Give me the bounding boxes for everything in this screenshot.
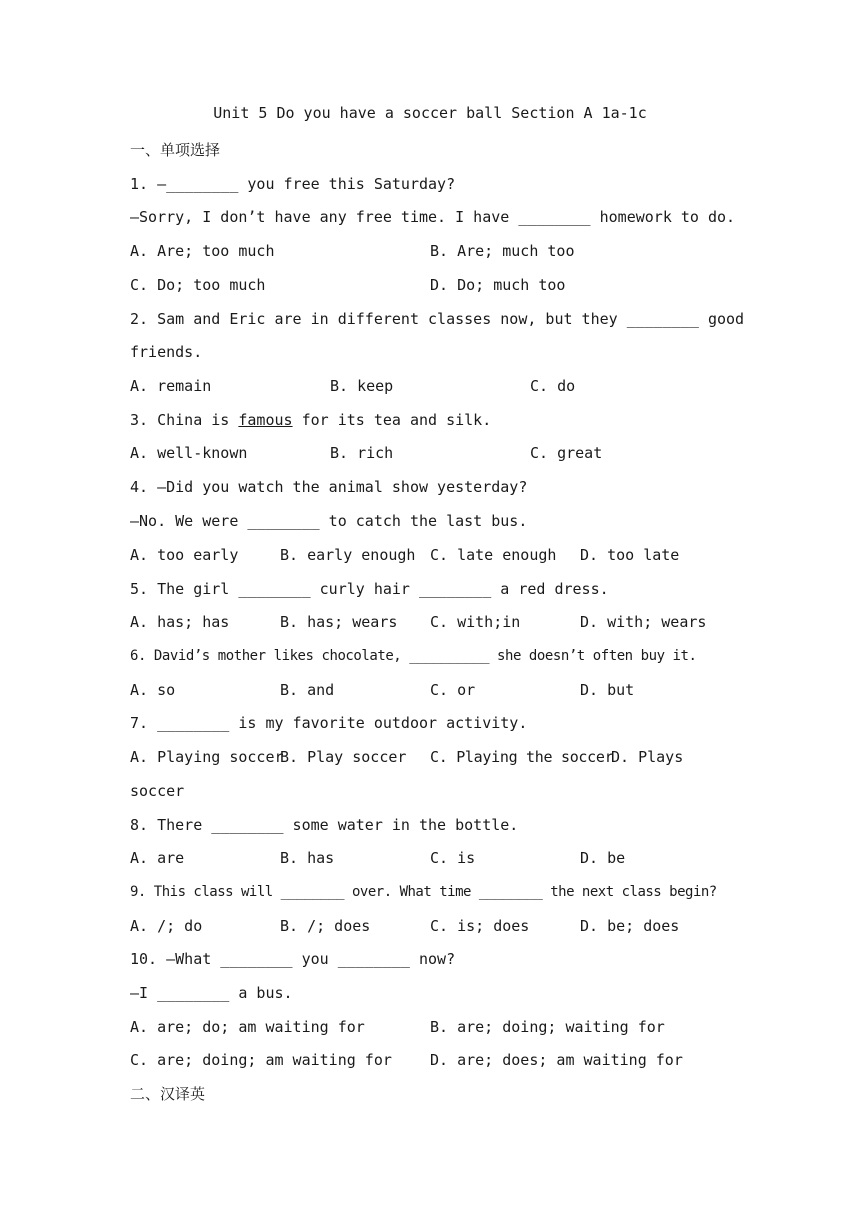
question-9-option-c: C. is; does [430,917,530,935]
question-6-option-b: B. and [280,681,335,699]
question-2-option-b: B. keep [330,377,394,395]
question-8-option-d: D. be [580,849,626,867]
question-3-stem-pre: 3. China is [130,411,239,429]
question-10-stem-2: —I ________ a bus. [130,984,293,1002]
question-3-underlined-word: famous [238,411,293,429]
question-1-option-a: A. Are; too much [130,242,275,260]
question-7-option-b: B. Play soccer [280,748,407,766]
question-10-option-d: D. are; does; am waiting for [430,1051,683,1069]
question-7-stem: 7. ________ is my favorite outdoor activity. [130,714,528,732]
question-2-option-a: A. remain [130,377,212,395]
question-5-option-d: D. with; wears [580,613,707,631]
section-heading-translation: 二、汉译英 [130,1085,206,1103]
question-7-option-d: D. Plays [611,748,684,766]
section-heading-multiple-choice: 一、单项选择 [130,141,221,159]
question-3-stem-post: for its tea and silk. [292,411,492,429]
question-9-option-d: D. be; does [580,917,680,935]
question-1-stem-2: —Sorry, I don’t have any free time. I have ________ homework to do. [130,208,736,226]
question-8-stem: 8. There ________ some water in the bottle. [130,816,519,834]
question-9-option-b: B. /; does [280,917,371,935]
question-8-option-b: B. has [280,849,335,867]
question-6-option-c: C. or [430,681,476,699]
question-1-option-d: D. Do; much too [430,276,566,294]
question-1-stem: 1. —________ you free this Saturday? [130,175,456,193]
question-3-option-b: B. rich [330,444,394,462]
question-2-stem: 2. Sam and Eric are in different classes now, but they ________ good [130,310,745,328]
question-7-option-c: C. Playing the soccer [430,748,614,766]
question-4-stem-2: —No. We were ________ to catch the last bus. [130,512,528,530]
question-2-stem-2: friends. [130,343,203,361]
question-5-option-b: B. has; wears [280,613,398,631]
question-10-option-b: B. are; doing; waiting for [430,1018,665,1036]
question-1-option-c: C. Do; too much [130,276,266,294]
question-8-option-c: C. is [430,849,476,867]
question-2-option-c: C. do [530,377,576,395]
question-3-option-a: A. well-known [130,444,248,462]
question-5-stem: 5. The girl ________ curly hair ________ a red dress. [130,580,609,598]
question-4-option-b: B. early enough [280,546,416,564]
question-4-stem: 4. —Did you watch the animal show yesterday? [130,478,528,496]
question-5-option-c: C. with;in [430,613,521,631]
document-title: Unit 5 Do you have a soccer ball Section A 1a-1c [213,104,647,122]
question-10-option-a: A. are; do; am waiting for [130,1018,365,1036]
question-10-option-c: C. are; doing; am waiting for [130,1051,392,1069]
question-8-option-a: A. are [130,849,185,867]
question-3-stem [130,408,491,432]
question-6-option-a: A. so [130,681,176,699]
question-9-stem: 9. This class will ________ over. What time ________ the next class begin? [130,884,717,900]
question-3-option-c: C. great [530,444,603,462]
question-6-option-d: D. but [580,681,635,699]
question-5-option-a: A. has; has [130,613,230,631]
question-4-option-c: C. late enough [430,546,557,564]
question-7-option-a: A. Playing soccer [130,748,284,766]
question-7-option-d-continued: soccer [130,782,185,800]
question-6-stem: 6. David’s mother likes chocolate, __________ she doesn’t often buy it. [130,648,697,664]
question-1-option-b: B. Are; much too [430,242,575,260]
question-4-option-a: A. too early [130,546,239,564]
question-10-stem: 10. —What ________ you ________ now? [130,950,456,968]
question-9-option-a: A. /; do [130,917,203,935]
question-4-option-d: D. too late [580,546,680,564]
